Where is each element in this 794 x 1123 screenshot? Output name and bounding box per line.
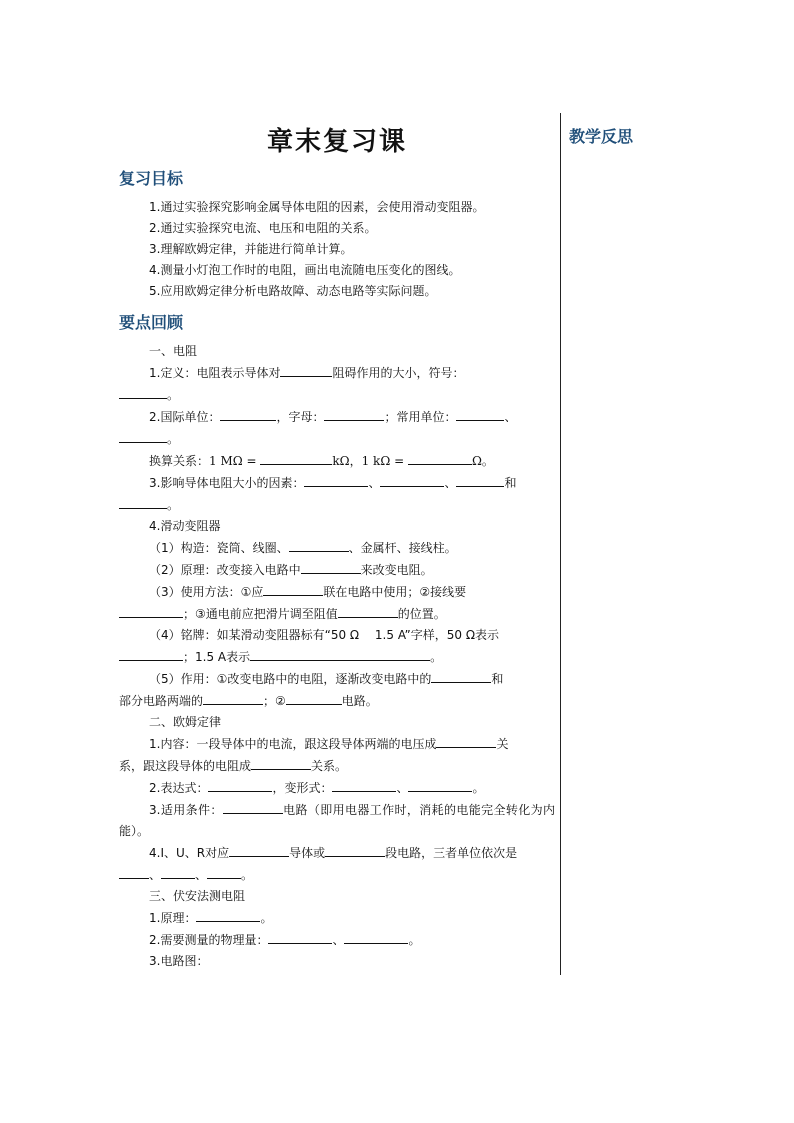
rheostat-usage: （3）使用方法：①应 联在电路中使用；②接线要 <box>119 581 555 603</box>
blank[interactable] <box>408 777 472 792</box>
blank[interactable] <box>119 428 167 443</box>
goal-item: 3.理解欧姆定律，并能进行简单计算。 <box>149 242 353 256</box>
blank[interactable] <box>268 929 332 944</box>
blank[interactable] <box>207 864 241 879</box>
blank[interactable] <box>304 472 368 487</box>
blank[interactable] <box>344 929 408 944</box>
blank[interactable] <box>119 384 167 399</box>
blank[interactable] <box>332 777 396 792</box>
rheostat-structure: （1）构造：瓷筒、线圈、 、金属杆、接线柱。 <box>119 537 555 559</box>
goal-item: 1.通过实验探究影响金属导体电阻的因素，会使用滑动变阻器。 <box>149 200 485 214</box>
blank[interactable] <box>301 559 361 574</box>
goal-item: 2.通过实验探究电流、电压和电阻的关系。 <box>149 221 377 235</box>
rheostat-principle: （2）原理：改变接入电路中 来改变电阻。 <box>119 559 555 581</box>
blank[interactable] <box>229 842 289 857</box>
blank[interactable] <box>263 581 323 596</box>
blank[interactable] <box>431 668 491 683</box>
resistance-units: 2.国际单位： ，字母： ；常用单位： 、 <box>119 406 555 428</box>
blank[interactable] <box>223 799 283 814</box>
heading-voltammetry: 三、伏安法测电阻 <box>149 889 246 903</box>
blank[interactable] <box>161 864 195 879</box>
blank[interactable] <box>436 733 496 748</box>
goals-list <box>119 197 555 302</box>
resistance-definition: 1.定义：电阻表示导体对 阻碍作用的大小，符号： <box>119 362 555 384</box>
goal-item: 4.测量小灯泡工作时的电阻，画出电流随电压变化的图线。 <box>149 263 461 277</box>
key-points-heading: 要点回顾 <box>119 313 184 332</box>
blank[interactable] <box>456 406 504 421</box>
blank[interactable] <box>203 690 263 705</box>
ohms-law-correspondence: 4.I、U、R对应 导体或 段电路，三者单位依次是 <box>119 842 555 864</box>
blank[interactable] <box>119 646 183 661</box>
rheostat-nameplate: （4）铭牌：如某滑动变阻器标有“50 Ω 1.5 A”字样，50 Ω表示 <box>149 628 500 642</box>
blank[interactable] <box>251 755 311 770</box>
key-points-content: 一、电阻 1.定义：电阻表示导体对 阻碍作用的大小，符号： 。 2.国际单位： ，字母： ；常用单位： 、 。 换算关系：1 MΩ = kΩ，1 kΩ = Ω。 3.影响导体电阻大小的因素： 、 、 和 。 4.滑动变阻器 （1）构造：瓷筒、线圈、 、金属杆、接线柱。 （2）原理：改变接入电路中 来改变电阻。 （3）使用方法：①应 联在电路中使用；②接线要 ；③通电前应把滑片调至阻值 的位置。 （4）铭牌：如某滑动变阻器标有“50 Ω 1.5 A”字样，50 Ω表示 ；1.5 A表示 。 （5）作用：①改变电路中的电阻，逐渐改变电路中的 和 部分电路两端的 ；② 电路。 二、欧姆定律 1.内容：一段导体中的电流，跟这段导体两端的电压成 关 系，跟这段导体的电阻成 关系。 2.表达式： ，变形式： 、 。 3.适用条件： 电路（即用电器工作时，消耗的电能完全转化为内能）。 4.I、U、R对应 导体或 段电路，三者单位依次是 、 、 。 三、伏安法测电阻 1.原理： 。 2.需要测量的物理量： 、 。 3.电路图： <box>119 341 555 972</box>
blank[interactable] <box>208 777 272 792</box>
ohms-law-expression: 2.表达式： ，变形式： 、 。 <box>119 777 555 799</box>
blank[interactable] <box>289 537 349 552</box>
heading-resistance: 一、电阻 <box>149 344 198 358</box>
ohms-law-content: 1.内容：一段导体中的电流，跟这段导体两端的电压成 关 <box>119 733 555 755</box>
blank[interactable] <box>119 864 149 879</box>
ohms-law-conditions: 3.适用条件： 电路（即用电器工作时，消耗的电能完全转化为内能）。 <box>119 799 555 842</box>
blank[interactable] <box>119 603 183 618</box>
main-column <box>119 113 555 972</box>
blank[interactable] <box>286 690 342 705</box>
blank[interactable] <box>280 362 332 377</box>
rheostat-function: （5）作用：①改变电路中的电阻，逐渐改变电路中的 和 <box>119 668 555 690</box>
teaching-reflection-heading: 教学反思 <box>569 127 634 146</box>
column-divider <box>560 113 561 975</box>
voltammetry-quantities: 2.需要测量的物理量： 、 。 <box>119 929 555 951</box>
voltammetry-principle: 1.原理： 。 <box>119 907 555 929</box>
blank[interactable] <box>196 907 260 922</box>
blank[interactable] <box>324 406 384 421</box>
unit-conversion: 换算关系：1 MΩ = kΩ，1 kΩ = Ω。 <box>119 450 555 472</box>
blank[interactable] <box>220 406 276 421</box>
heading-rheostat: 4.滑动变阻器 <box>149 519 221 533</box>
blank[interactable] <box>250 646 430 661</box>
blank[interactable] <box>456 472 504 487</box>
blank[interactable] <box>325 842 385 857</box>
page-title: 章末复习课 <box>266 127 407 157</box>
voltammetry-circuit: 3.电路图： <box>149 954 209 968</box>
blank[interactable] <box>260 450 332 465</box>
blank[interactable] <box>380 472 444 487</box>
blank[interactable] <box>338 603 398 618</box>
goal-item: 5.应用欧姆定律分析电路故障、动态电路等实际问题。 <box>149 284 437 298</box>
review-goals-heading: 复习目标 <box>119 169 184 188</box>
resistance-factors: 3.影响导体电阻大小的因素： 、 、 和 <box>119 472 555 494</box>
heading-ohms-law: 二、欧姆定律 <box>149 715 222 729</box>
blank[interactable] <box>119 494 167 509</box>
blank[interactable] <box>408 450 472 465</box>
